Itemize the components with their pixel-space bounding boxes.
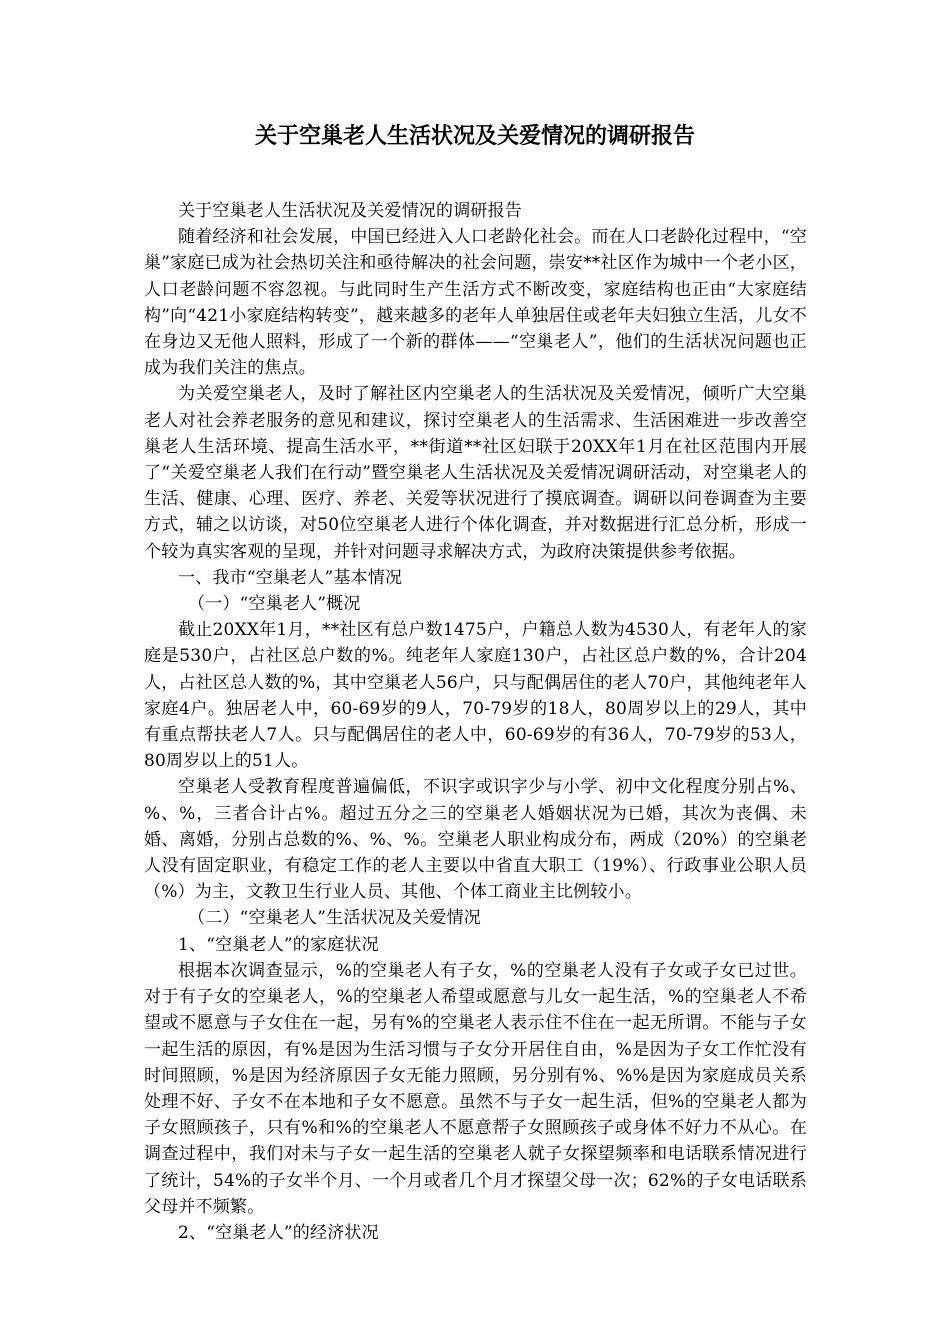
section-heading-1: 一、我市“空巢老人”基本情况 <box>178 567 403 588</box>
item-heading-economy: 2、“空巢老人”的经济状况 <box>178 1222 379 1243</box>
document-body <box>144 198 807 1246</box>
subsection-heading-2: （二）“空巢老人”生活状况及关爱情况 <box>188 908 481 929</box>
paragraph-education: 空巢老人受教育程度普遍偏低，不识字或识字少与小学、初中文化程度分别占%、%、%，三者合计占%。超过五分之三的空巢老人婚姻状况为已婚，其次为丧偶、未婚、离婚，分别占总数的%、%、%。空巢老人职业构成分布，两成（20%）的空巢老人没有固定职业，有稳定工作的老人主要以中省直大职工（19%）、行政事业公职人员（%）为主，文教卫生行业人员、其他、个体工商业主比例较小。 <box>144 777 807 903</box>
paragraph-overview: 截止20XX年1月，**社区有总户数1475户，户籍总人数为4530人，有老年人的家庭是530户，占社区总户数的%。纯老年人家庭130户，占社区总户数的%，合计204人，占社区总人数的%，其中空巢老人56户，只与配偶居住的老人70户，其他纯老年人家庭4户。独居老人中，60-69岁的9人，70-79岁的18人，80周岁以上的29人，其中有重点帮扶老人7人。只与配偶居住的老人中，60-69岁的有36人，70-79岁的53人，80周岁以上的51人。 <box>144 620 807 772</box>
document-title: 关于空巢老人生活状况及关爱情况的调研报告 <box>254 123 695 149</box>
paragraph-purpose: 为关爱空巢老人，及时了解社区内空巢老人的生活状况及关爱情况，倾听广大空巢老人对社会养老服务的意见和建议，探讨空巢老人的生活需求、生活困难进一步改善空巢老人生活环境、提高生活水平，**街道**社区妇联于20XX年1月在社区范围内开展了“关爱空巢老人我们在行动”暨空巢老人生活状况及关爱情况调研活动，对空巢老人的生活、健康、心理、医疗、养老、关爱等状况进行了摸底调查。调研以问卷调查为主要方式，辅之以访谈，对50位空巢老人进行个体化调查，并对数据进行汇总分析，形成一个较为真实客观的呈现，并针对问题寻求解决方式，为政府决策提供参考依据。 <box>144 384 807 562</box>
paragraph-background: 随着经济和社会发展，中国已经进入人口老龄化社会。而在人口老龄化过程中，“空巢”家庭已成为社会热切关注和亟待解决的社会问题，崇安**社区作为城中一个老小区，人口老龄问题不容忽视。与此同时生产生活方式不断改变，家庭结构也正由“大家庭结构”向“421小家庭结构转变”，越来越多的老年人单独居住或老年夫妇独立生活，儿女不在身边又无他人照料，形成了一个新的群体——“空巢老人”，他们的生活状况问题也正成为我们关注的焦点。 <box>144 227 807 379</box>
report-subtitle: 关于空巢老人生活状况及关爱情况的调研报告 <box>178 201 522 221</box>
subsection-heading-1: （一）“空巢老人”概况 <box>188 594 361 615</box>
item-heading-family: 1、“空巢老人”的家庭状况 <box>178 934 379 955</box>
paragraph-family: 根据本次调查显示，%的空巢老人有子女，%的空巢老人没有子女或子女已过世。对于有子女的空巢老人，%的空巢老人希望或愿意与儿女一起生活，%的空巢老人不希望或不愿意与子女住在一起，另有%的空巢老人表示住不住在一起无所谓。不能与子女一起生活的原因，有%是因为生活习惯与子女分开居住自由，%是因为子女工作忙没有时间照顾，%是因为经济原因子女无能力照顾，另分别有%、%%是因为家庭成员关系处理不好、子女不在本地和子女不愿意。虽然不与子女一起生活，但%的空巢老人都为子女照顾孩子，只有%和%的空巢老人不愿意帮子女照顾孩子或身体不好力不从心。在调查过程中，我们对未与子女一起生活的空巢老人就子女探望频率和电话联系情况进行了统计，54%的子女半个月、一个月或者几个月才探望父母一次；62%的子女电话联系父母并不频繁。 <box>144 960 807 1217</box>
